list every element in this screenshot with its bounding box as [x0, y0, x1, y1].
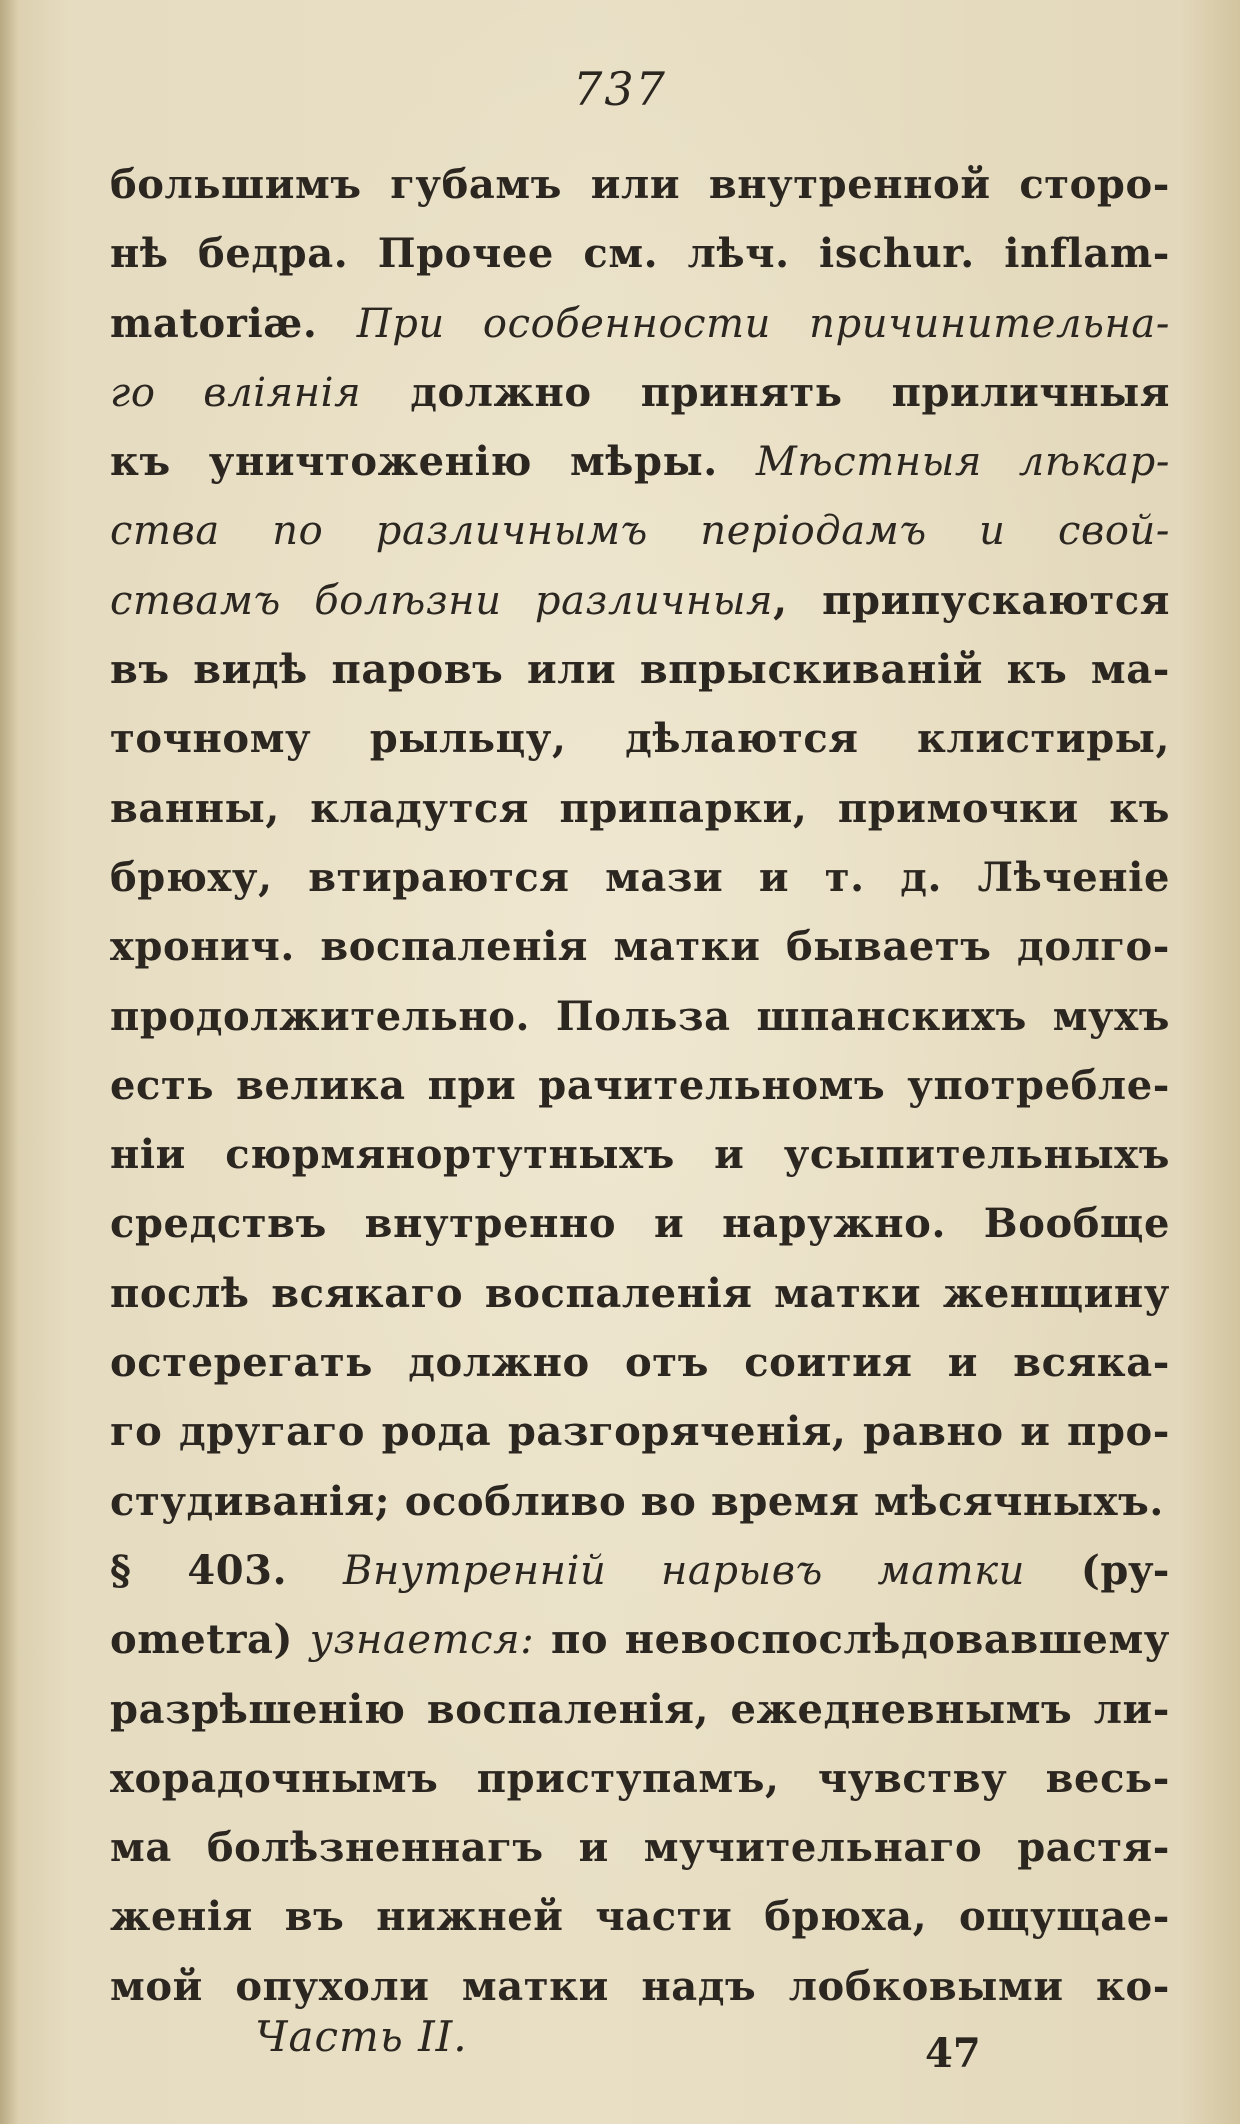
- text-segment: студиванія; особливо во время мѣсячныхъ.: [110, 1477, 1164, 1525]
- text-segment: , припускаются: [773, 576, 1171, 624]
- text-line: [110, 1605, 1170, 1674]
- italic-text: го вліянія: [110, 369, 362, 416]
- text-segment: большимъ губамъ или внутренной сторо-: [110, 161, 1170, 208]
- text-line: [110, 289, 1170, 358]
- text-segment: (py-: [1025, 1546, 1170, 1594]
- text-segment: продолжительно. Польза шпанскихъ мухъ: [110, 992, 1170, 1040]
- text-line: [110, 1397, 1170, 1466]
- text-line: [110, 427, 1170, 496]
- text-segment: ometra): [110, 1616, 310, 1664]
- page-number: 737: [573, 62, 667, 116]
- text-segment: женія въ нижней части брюха, ощущае-: [110, 1893, 1170, 1941]
- sheet-number: 47: [925, 2030, 981, 2077]
- text-line: [110, 566, 1170, 635]
- text-line: [110, 1882, 1170, 1951]
- text-segment: точному рыльцу, дѣлаются клистиры,: [110, 715, 1170, 763]
- text-segment: ма болѣзненнагъ и мучительнаго растя-: [110, 1824, 1170, 1872]
- page-edge-shadow: [0, 0, 18, 2124]
- text-segment: есть велика при рачительномъ употребле-: [110, 1061, 1170, 1109]
- text-line: [110, 1259, 1170, 1328]
- text-line: [110, 496, 1170, 565]
- italic-text: ствамъ болѣзни различныя: [110, 577, 774, 624]
- text-segment: хронич. воспаленія матки бываетъ долго-: [110, 923, 1170, 971]
- text-segment: должно принять приличныя: [361, 368, 1170, 416]
- text-segment: го другаго рода разгоряченія, равно и про-: [110, 1408, 1170, 1456]
- text-line: [110, 1536, 1170, 1605]
- italic-text: ства по различнымъ періодамъ и свой-: [110, 508, 1170, 555]
- text-segment: matoriæ.: [110, 299, 357, 347]
- text-line: [110, 1813, 1170, 1882]
- text-line: [110, 358, 1170, 427]
- text-segment: разрѣшенію воспаленія, ежедневнымъ ли-: [110, 1685, 1170, 1733]
- text-line: [110, 1051, 1170, 1120]
- text-line: [110, 1120, 1170, 1189]
- text-segment: § 403.: [110, 1546, 343, 1594]
- italic-text: При особенности причинительна-: [356, 300, 1170, 347]
- text-segment: къ уничтоженію мѣры.: [110, 438, 756, 486]
- italic-text: Внутренній нарывъ матки: [342, 1547, 1026, 1594]
- text-segment: послѣ всякаго воспаленія матки женщину: [110, 1269, 1170, 1317]
- text-segment: хорадочнымъ приступамъ, чувству весь-: [110, 1754, 1170, 1802]
- text-line: [110, 1675, 1170, 1744]
- text-line: [110, 704, 1170, 773]
- text-line: [110, 1467, 1170, 1536]
- text-segment: остерегать должно отъ соития и всяка-: [110, 1339, 1170, 1387]
- text-line: [110, 982, 1170, 1051]
- text-segment: въ видѣ паровъ или впрыскиваній къ ма-: [110, 646, 1170, 694]
- text-segment: средствъ внутренно и наружно. Вообще: [110, 1200, 1170, 1248]
- text-line: [110, 1744, 1170, 1813]
- text-segment: нѣ бедра. Прочее см. лѣч. ischur. inflam-: [110, 230, 1170, 278]
- text-segment: мой опухоли матки надъ лобковыми ко-: [110, 1962, 1170, 2010]
- text-line: [110, 150, 1170, 219]
- text-line: [110, 1952, 1170, 2021]
- text-line: [110, 1189, 1170, 1258]
- text-segment: брюху, втираются мази и т. д. Лѣченіе: [110, 853, 1170, 901]
- italic-text: Мѣстныя лѣкар-: [755, 439, 1170, 486]
- text-segment: ніи сюрмянортутныхъ и усыпительныхъ: [110, 1131, 1170, 1179]
- body-text: [110, 150, 1170, 2021]
- signature-mark: Часть II.: [255, 2012, 468, 2061]
- text-line: [110, 843, 1170, 912]
- italic-text: узнается:: [309, 1617, 535, 1664]
- text-line: [110, 774, 1170, 843]
- text-line: [110, 219, 1170, 288]
- text-line: [110, 1328, 1170, 1397]
- text-segment: ванны, кладутся припарки, примочки къ: [110, 784, 1170, 832]
- text-segment: по невоспослѣдовавшему: [534, 1616, 1171, 1664]
- text-line: [110, 912, 1170, 981]
- text-line: [110, 635, 1170, 704]
